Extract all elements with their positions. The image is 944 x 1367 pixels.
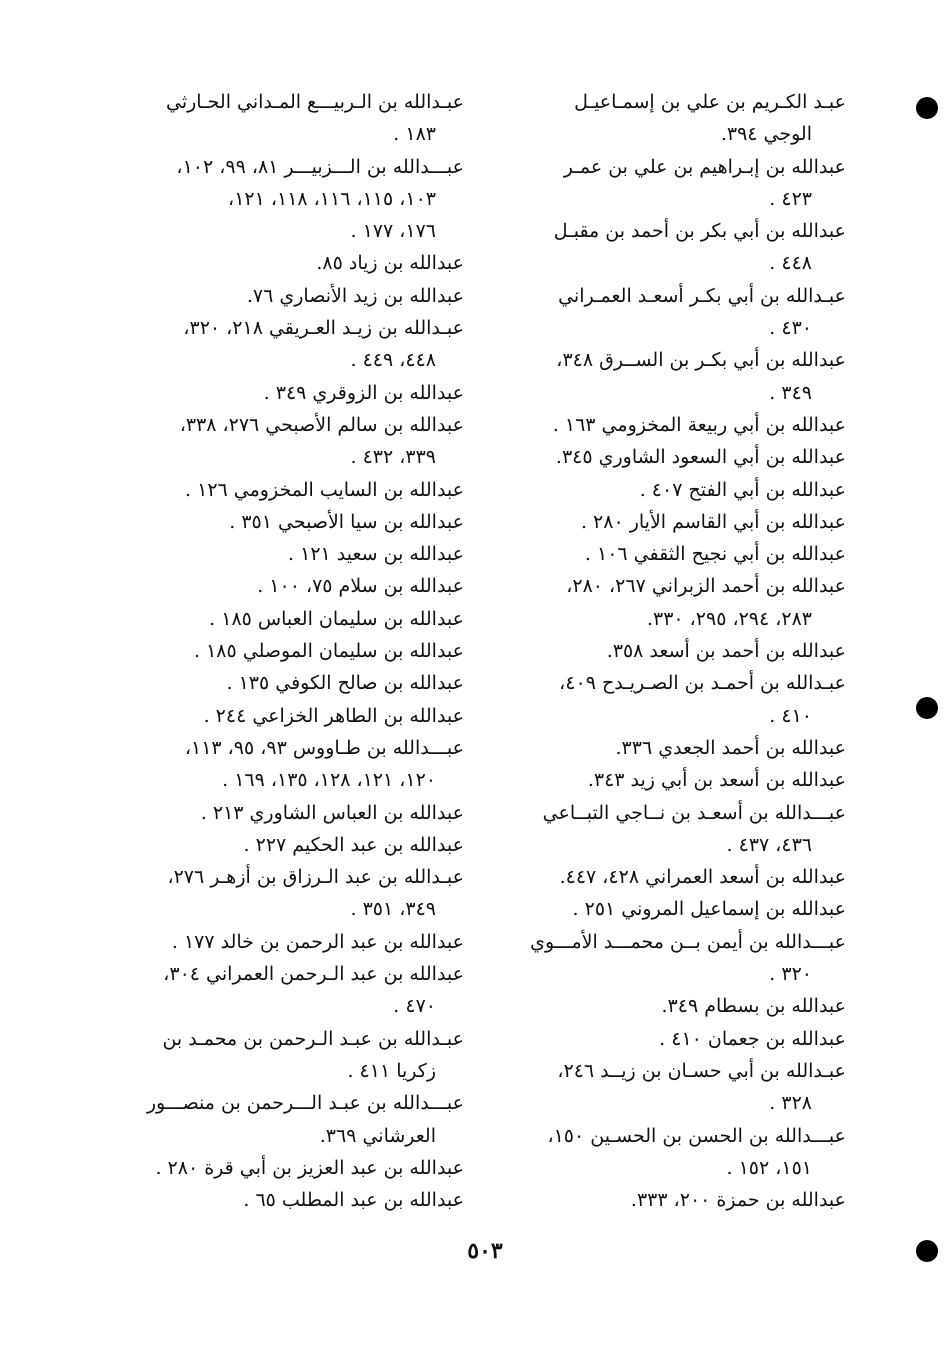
entry-continuation-line: ١٨٣ . bbox=[393, 123, 436, 146]
index-entry bbox=[124, 861, 464, 926]
entry-line: عبـــدالله بن عبـد الـــرحمن بن منصـــور bbox=[146, 1092, 464, 1115]
entry-line: عبـــدالله بن الحسن بن الحسـين ١٥٠، bbox=[547, 1124, 846, 1147]
index-entry bbox=[124, 1184, 464, 1216]
index-entry bbox=[124, 1152, 464, 1184]
entry-line: عبدالله بن أحمد الزبراني ٢٦٧، ٢٨٠، bbox=[566, 575, 846, 598]
entry-line: عبـدالله بن عبـد الـرحمن بن محمـد بن bbox=[162, 1027, 464, 1050]
entry-continuation-line: ٤٣٦، ٤٣٧ . bbox=[726, 833, 812, 856]
index-entry bbox=[520, 1184, 846, 1216]
entry-line: عبدالله بن أبي بكر بن أحمد بن مقبـل bbox=[553, 220, 846, 243]
entry-line: عبدالله بن زيد الأنصاري ٧٦. bbox=[246, 284, 464, 307]
entry-line: عبـــدالله بن أيمن بــن محمـــد الأمـــوي bbox=[530, 930, 846, 953]
entry-continuation-line: العرشاني ٣٦٩. bbox=[319, 1124, 436, 1147]
index-entry bbox=[520, 1023, 846, 1055]
binding-hole-bottom bbox=[916, 1240, 938, 1262]
entry-line: عبدالله بن إبـراهيم بن علي بن عمـر bbox=[563, 155, 846, 178]
binding-hole-top bbox=[916, 97, 938, 119]
entry-line: عبدالله بن عبد الرحمن بن خالد ١٧٧ . bbox=[171, 930, 464, 953]
binding-hole-middle bbox=[916, 697, 938, 719]
index-entry bbox=[520, 86, 846, 151]
entry-line: عبدالله بن أبي نجيح الثقفي ١٠٦ . bbox=[584, 543, 846, 566]
index-entry bbox=[124, 635, 464, 667]
entry-line: عبدالله بن السايب المخزومي ١٢٦ . bbox=[185, 478, 464, 501]
index-entry bbox=[520, 764, 846, 796]
entry-line: عبدالله بن عبد الحكيم ٢٢٧ . bbox=[243, 833, 464, 856]
index-entry bbox=[520, 732, 846, 764]
entry-line: عبدالله بن عبد العزيز بن أبي قرة ٢٨٠ . bbox=[155, 1156, 464, 1179]
entry-continuation-line: الوجي ٣٩٤. bbox=[720, 123, 812, 146]
entry-line: عبدالله بن عبد الـرحمن العمراني ٣٠٤، bbox=[163, 963, 464, 986]
entry-line: عبدالله بن صالح الكوفي ١٣٥ . bbox=[226, 672, 464, 695]
index-entry bbox=[520, 506, 846, 538]
index-entry bbox=[124, 312, 464, 377]
entry-line: عبـــدالله بن أسعـد بن نــاجي التبــاعي bbox=[542, 801, 846, 824]
entry-line: عبـــدالله بن الـــزبيـــر ٨١، ٩٩، ١٠٢، bbox=[176, 155, 464, 178]
index-entry bbox=[520, 861, 846, 893]
entry-line: عبدالله بن بسطام ٣٤٩. bbox=[661, 995, 846, 1018]
index-entry bbox=[124, 538, 464, 570]
index-entry bbox=[520, 635, 846, 667]
index-entry bbox=[124, 570, 464, 602]
index-entry bbox=[124, 151, 464, 248]
entry-line: عبدالله بن حمزة ٢٠٠، ٣٣٣. bbox=[630, 1189, 846, 1212]
entry-continuation-line: زكريا ٤١١ . bbox=[347, 1059, 436, 1082]
index-column-right bbox=[520, 86, 846, 1216]
index-entry bbox=[520, 797, 846, 862]
entry-line: عبدالله بن أحمد الجعدي ٣٣٦. bbox=[615, 736, 846, 759]
entry-line: عبدالله بن سليمان العباس ١٨٥ . bbox=[209, 607, 464, 630]
index-entry bbox=[124, 280, 464, 312]
entry-line: عبدالله بن أبي ربيعة المخزومي ١٦٣ . bbox=[552, 413, 846, 436]
index-entry bbox=[124, 506, 464, 538]
index-entry bbox=[124, 667, 464, 699]
index-entry bbox=[124, 829, 464, 861]
entry-continuation-line: ١٢٠، ١٢١، ١٢٨، ١٣٥، ١٦٩ . bbox=[222, 769, 436, 792]
index-entry bbox=[124, 732, 464, 797]
entry-continuation-line: ٤٣٠ . bbox=[769, 317, 812, 340]
index-entry bbox=[520, 1120, 846, 1185]
index-entry bbox=[124, 409, 464, 474]
entry-line: عبـدالله بن زيـد العـريقي ٢١٨، ٣٢٠، bbox=[183, 317, 464, 340]
entry-line: عبـدالله بن أبي حسـان بن زيــد ٢٤٦، bbox=[557, 1059, 846, 1082]
index-entry bbox=[124, 1087, 464, 1152]
entry-continuation-line: ٣٤٩، ٣٥١ . bbox=[350, 898, 436, 921]
entry-line: عبـدالله بن الـربيـــع المـداني الحـارثي bbox=[166, 91, 464, 113]
entry-line: عبدالله بن إسماعيل المروني ٢٥١ . bbox=[572, 898, 846, 921]
entry-line: عبدالله بن الزوقري ٣٤٩ . bbox=[263, 381, 464, 404]
entry-line: عبدالله بن الطاهر الخزاعي ٢٤٤ . bbox=[203, 704, 464, 727]
index-entry bbox=[520, 893, 846, 925]
index-entry bbox=[124, 958, 464, 1023]
entry-continuation-line: ٣٢٨ . bbox=[769, 1092, 812, 1115]
index-entry bbox=[520, 151, 846, 216]
entry-line: عبدالله بن عبد المطلب ٦٥ . bbox=[243, 1189, 464, 1212]
entry-line: عبـدالله بن عبد الـرزاق بن أزهـر ٢٧٦، bbox=[167, 866, 464, 889]
entry-line: عبدالله بن سليمان الموصلي ١٨٥ . bbox=[193, 640, 464, 663]
entry-continuation-line: ٤١٠ . bbox=[769, 704, 812, 727]
entry-line: عبدالله بن أبي السعود الشاوري ٣٤٥. bbox=[555, 446, 846, 469]
entry-continuation-line: ١٠٣، ١١٥، ١١٦، ١١٨، ١٢١، bbox=[228, 187, 436, 210]
entry-continuation-line: ١٧٦، ١٧٧ . bbox=[350, 220, 436, 243]
entry-continuation-line: ١٥١، ١٥٢ . bbox=[726, 1156, 812, 1179]
entry-continuation-line: ٤٢٣ . bbox=[769, 187, 812, 210]
index-entry bbox=[124, 603, 464, 635]
entry-line: عبـدالله بن أبي بكـر أسعـد العمـراني bbox=[558, 284, 846, 307]
index-entry bbox=[124, 1023, 464, 1088]
index-entry bbox=[520, 538, 846, 570]
index-entry bbox=[520, 441, 846, 473]
entry-line: عبدالله بن جعمان ٤١٠ . bbox=[659, 1027, 846, 1050]
entry-line: عبدالله بن العباس الشاوري ٢١٣ . bbox=[200, 801, 464, 824]
entry-line: عبدالله بن أبي الفتح ٤٠٧ . bbox=[639, 478, 846, 501]
page-number: ٥٠٣ bbox=[467, 1238, 503, 1264]
index-entry bbox=[520, 409, 846, 441]
index-entry bbox=[124, 797, 464, 829]
entry-line: عبدالله بن أسعد العمراني ٤٢٨، ٤٤٧. bbox=[559, 866, 846, 889]
entry-line: عبـــدالله بن طـاووس ٩٣، ٩٥، ١١٣، bbox=[184, 736, 464, 759]
entry-continuation-line: ٤٧٠ . bbox=[393, 995, 436, 1018]
entry-continuation-line: ٣٢٠ . bbox=[769, 963, 812, 986]
entry-line: عبدالله بن أبي بكـر بن الســرق ٣٤٨، bbox=[556, 349, 846, 372]
index-entry bbox=[124, 700, 464, 732]
entry-line: عبدالله بن أسعد بن أبي زيد ٣٤٣. bbox=[587, 769, 846, 792]
index-entry bbox=[520, 926, 846, 991]
index-entry bbox=[124, 474, 464, 506]
index-entry bbox=[520, 474, 846, 506]
index-entry bbox=[520, 215, 846, 280]
entry-line: عبـدالله بن أحمـد بن الصـريـدح ٤٠٩، bbox=[559, 672, 846, 695]
entry-continuation-line: ٣٣٩، ٤٣٢ . bbox=[350, 446, 436, 469]
index-entry bbox=[124, 926, 464, 958]
entry-line: عبدالله بن أبي القاسم الأيار ٢٨٠ . bbox=[580, 510, 846, 533]
entry-continuation-line: ٢٨٣، ٢٩٤، ٢٩٥، ٣٣٠. bbox=[646, 607, 812, 630]
index-entry bbox=[520, 570, 846, 635]
index-entry bbox=[520, 1055, 846, 1120]
index-entry bbox=[124, 86, 464, 151]
index-entry bbox=[520, 990, 846, 1022]
index-column-left bbox=[124, 86, 464, 1216]
entry-continuation-line: ٤٤٨، ٤٤٩ . bbox=[350, 349, 436, 372]
entry-line: عبدالله بن سلام ٧٥، ١٠٠ . bbox=[257, 575, 464, 598]
entry-line: عبـد الكـريم بن علي بن إسمـاعيـل bbox=[574, 91, 846, 113]
entry-line: عبدالله بن زياد ٨٥. bbox=[316, 252, 464, 275]
index-entry bbox=[124, 247, 464, 279]
entry-continuation-line: ٣٤٩ . bbox=[769, 381, 812, 404]
entry-continuation-line: ٤٤٨ . bbox=[769, 252, 812, 275]
entry-line: عبدالله بن سعيد ١٢١ . bbox=[288, 543, 464, 566]
entry-line: عبدالله بن أحمد بن أسعد ٣٥٨. bbox=[606, 640, 846, 663]
index-entry bbox=[520, 344, 846, 409]
entry-line: عبدالله بن سيا الأصبحي ٣٥١ . bbox=[229, 510, 464, 533]
entry-line: عبدالله بن سالم الأصبحي ٢٧٦، ٣٣٨، bbox=[179, 413, 464, 436]
index-entry bbox=[520, 667, 846, 732]
index-entry bbox=[520, 280, 846, 345]
index-entry bbox=[124, 377, 464, 409]
